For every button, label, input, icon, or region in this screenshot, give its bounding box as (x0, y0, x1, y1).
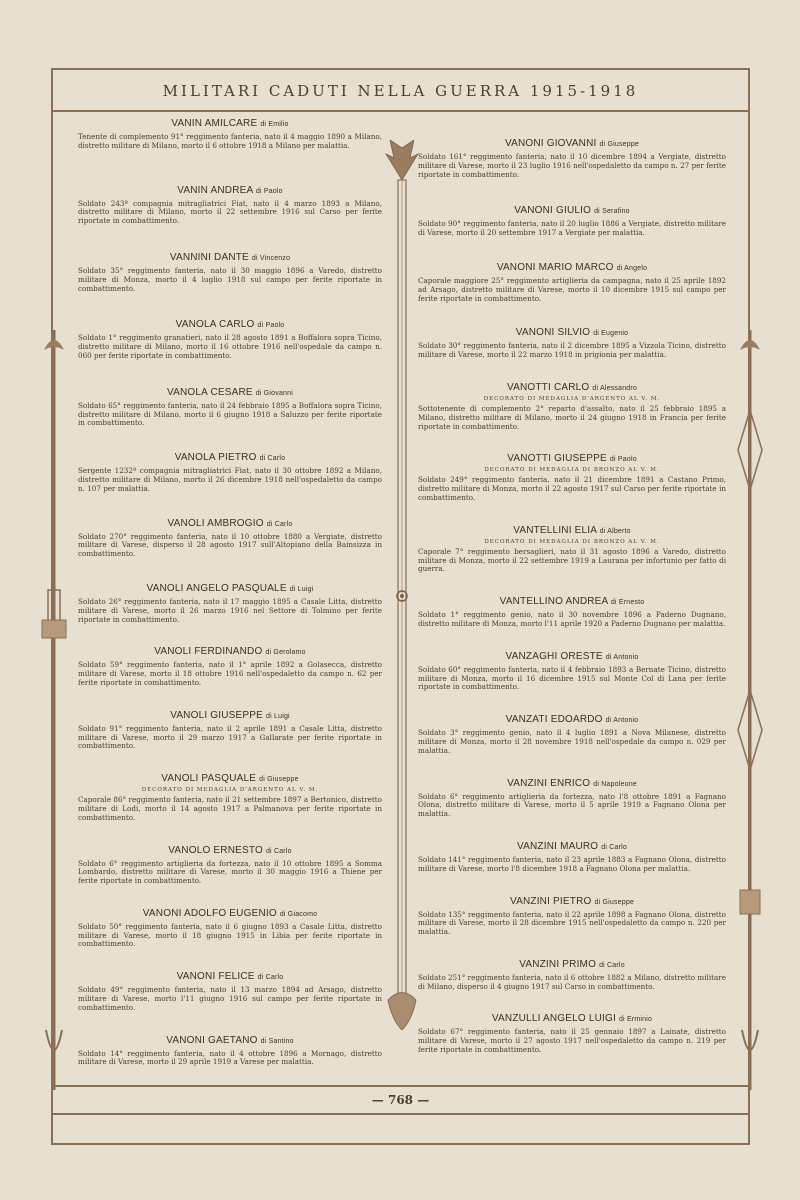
parent-name: di Luigi (289, 585, 314, 593)
entry (78, 118, 382, 151)
parent-name: di Erminio (618, 1016, 653, 1024)
entry-text: Caporale 86° reggimento fanteria, nato il 21 settembre 1897 a Bertonico, distretto militare di Lodi, morto il 14 agosto 1917 a Palmanova per ferite riportate in combattimento. (78, 795, 382, 822)
parent-name: di Carlo (601, 843, 628, 851)
entry (418, 896, 726, 937)
entry-text: Soldato 1° reggimento genio, nato il 30 novembre 1896 a Paderno Dugnano, distretto militare di Monza, morto l'11 aprile 1920 a Paderno Dugnano per malattia. (418, 610, 726, 628)
entry (78, 319, 382, 360)
parent-name: di Giacomo (279, 910, 318, 918)
entry (78, 387, 382, 428)
entry-text: Soldato 26° reggimento fanteria, nato il 17 maggio 1895 a Casale Litta, distretto militare di Varese, morto il 26 marzo 1916 nel Settore di Tolmino per ferite riportate in combattimento. (78, 596, 382, 624)
parent-name: di Paolo (255, 187, 283, 195)
soldier-name: VANONI GAETANO (166, 1034, 258, 1046)
parent-name: di Serafino (594, 208, 630, 216)
entry-name (418, 896, 726, 907)
entry (418, 205, 726, 238)
entry (418, 382, 726, 431)
entry (78, 971, 382, 1012)
soldier-name: VANIN AMILCARE (171, 118, 258, 129)
entry-name (418, 959, 726, 970)
entry-text: Soldato 135° reggimento fanteria, nato il 22 aprile 1898 a Fagnano Olona, distretto militare di Varese, morto il 28 dicembre 1915 nell'ospedaletto da campo n. 220 per malattia. (418, 909, 726, 937)
entry-name (418, 714, 726, 725)
entry-name (78, 971, 382, 982)
soldier-name: VANZATI EDOARDO (505, 714, 603, 726)
soldier-name: VANONI ADOLFO EUGENIO (142, 907, 277, 919)
parent-name: di Gerolamo (265, 649, 306, 657)
soldier-name: VANTELLINO ANDREA (499, 596, 608, 608)
soldier-name: VANZINI PIETRO (509, 895, 592, 907)
entry (78, 845, 382, 886)
entry (78, 1035, 382, 1068)
entry-text: Soldato 60° reggimento fanteria, nato il 4 febbraio 1893 a Bernate Ticino, distretto militare di Monza, morto il 16 dicembre 1915 sul Monte Col di Lana per ferite riportate in combattimento. (418, 664, 726, 692)
parent-name: di Giuseppe (594, 898, 635, 906)
entry-name (418, 651, 726, 662)
entry (78, 908, 382, 949)
entry-name (418, 262, 726, 273)
entry (78, 773, 382, 822)
entry-text: Soldato 35° reggimento fanteria, nato il 30 maggio 1896 a Varedo, distretto militare di Monza, morto il 4 luglio 1918 sul campo per ferite riportate in combattimento. (78, 265, 382, 293)
right-column (418, 138, 726, 1055)
parent-name: di Carlo (265, 847, 292, 855)
parent-name: di Emilio (260, 121, 289, 128)
entry-text: Soldato 270° reggimento fanteria, nato il 10 ottobre 1880 a Vergiate, distretto militare di Varese, disperso il 28 agosto 1917 sull'Altopiano della Bainsizza in combattimento. (78, 531, 382, 559)
soldier-name: VANZINI PRIMO (519, 958, 597, 970)
parent-name: di Ernesto (610, 599, 645, 607)
entry (418, 262, 726, 303)
soldier-name: VANOLA CESARE (167, 386, 253, 398)
entry-text: Soldato 141° reggimento fanteria, nato il 23 aprile 1883 a Fagnano Olona, distretto militare di Varese, morto l'8 dicembre 1918 a Fagnano Olona per malattia. (418, 854, 726, 873)
left-column-ornament (40, 330, 68, 1090)
entry (418, 651, 726, 692)
entry (418, 327, 726, 360)
entry-name (78, 908, 382, 919)
entry-text: Sergente 1232ª compagnia mitragliatrici Fiat, nato il 30 ottobre 1892 a Milano, distretto militare di Milano, morto il 26 dicembre 1918 nell'ospedaletto da campo n. 107 per malattia. (78, 466, 382, 493)
entry-text: Soldato 14° reggimento fanteria, nato il 4 ottobre 1896 a Mornago, distretto militare di Varese, morto il 29 aprile 1919 a Varese per malattia. (78, 1048, 382, 1067)
soldier-name: VANOLI FERDINANDO (154, 646, 263, 658)
entry-name (78, 710, 382, 721)
decoration-note: DECORATO DI MEDAGLIA DI BRONZO AL V. M. (484, 538, 660, 545)
entry-text: Soldato 251° reggimento fanteria, nato il 6 ottobre 1882 a Milano, distretto militare di Milano, disperso il 4 giugno 1917 sul Carso in combattimento. (418, 972, 726, 991)
entry-text: Soldato 6° reggimento artiglieria da fortezza, nato l'8 ottobre 1891 a Fagnano Olona, distretto militare di Varese, morto il 5 aprile 1919 a Fagnano Olona per malattia. (418, 791, 726, 819)
parent-name: di Giuseppe (259, 776, 299, 784)
soldier-name: VANONI SILVIO (515, 327, 591, 339)
title-band (51, 72, 750, 112)
soldier-name: VANONI MARIO MARCO (496, 261, 614, 273)
soldier-name: VANZAGHI ORESTE (505, 650, 603, 662)
decoration-note: DECORATO DI MEDAGLIA DI BRONZO AL V. M. (484, 467, 660, 474)
parent-name: di Antonio (605, 653, 639, 661)
soldier-name: VANNINI DANTE (169, 251, 249, 263)
entry (418, 138, 726, 179)
soldier-name: VANONI GIULIO (514, 205, 592, 217)
entry-text: Soldato 3° reggimento genio, nato il 4 luglio 1891 a Nova Milanese, distretto militare di Monza, morto il 28 novembre 1918 nell'ospedale da campo n. 029 per malattia. (418, 728, 726, 755)
parent-name: di Giovanni (255, 389, 293, 397)
parent-name: di Carlo (257, 974, 284, 982)
parent-name: di Angelo (616, 264, 648, 272)
entry-name (418, 382, 726, 393)
parent-name: di Carlo (599, 961, 625, 969)
entry-name (418, 1013, 726, 1024)
entry (78, 185, 382, 226)
entry-text: Soldato 50° reggimento fanteria, nato il 6 giugno 1893 a Casale Litta, distretto militare di Varese, morto il 18 giugno 1915 in Libia per ferite riportate in combattimento. (78, 921, 382, 949)
entry-text: Soldato 1° reggimento granatieri, nato il 28 agosto 1891 a Boffalora sopra Ticino, distretto militare di Milano, morto il 16 ottobre 1916 nell'ospedale da campo n. 060 per ferite riportate in combattimento. (78, 333, 382, 360)
parent-name: di Antonio (605, 717, 639, 725)
entry-text: Soldato 91° reggimento fanteria, nato il 2 aprile 1891 a Casale Litta, distretto militare di Varese, morto il 29 marzo 1917 a Gallarate per ferite riportate in combattimento. (78, 723, 382, 751)
entry-text: Caporale 7° reggimento bersaglieri, nato il 31 agosto 1896 a Varedo, distretto militare di Monza, morto il 22 settembre 1919 a Laurana per infortunio per fatto di guerra. (418, 546, 726, 574)
entry (418, 1013, 726, 1054)
entry-text: Caporale maggiore 25° reggimento artiglieria da campagna, nato il 25 aprile 1892 ad Arsago, distretto militare di Varese, morto il 10 dicembre 1915 sul campo per ferite riportate in combattimento. (418, 275, 726, 303)
entry-name (78, 185, 382, 196)
entry-name (78, 452, 382, 463)
entry (78, 518, 382, 559)
entry-name (78, 118, 382, 129)
entry (418, 596, 726, 629)
entry-name (78, 845, 382, 856)
center-staff-ornament (384, 140, 420, 1030)
soldier-name: VANOLI ANGELO PASQUALE (146, 582, 287, 594)
entry-text: Soldato 67° reggimento fanteria, nato il 25 gennaio 1897 a Lainate, distretto militare di Varese, morto il 27 agosto 1917 nell'ospedaletto da campo n. 219 per ferite riportate in combattimento. (418, 1027, 726, 1055)
entry-text: Soldato 243ª compagnia mitragliatrici Fiat, nato il 4 marzo 1893 a Milano, distretto militare di Milano, morto il 22 settembre 1916 sul Carso per ferite riportate in combattimento. (78, 198, 382, 226)
entry-name (418, 327, 726, 338)
soldier-name: VANONI FELICE (176, 971, 255, 983)
entry-text: Soldato 161° reggimento fanteria, nato il 10 dicembre 1894 a Vergiate, distretto militare di Varese, morto il 23 luglio 1916 nell'ospedaletto da campo n. 27 per ferite riportate in combattimento. (418, 152, 726, 179)
parent-name: di Vincenzo (251, 254, 291, 262)
entry-text: Sottotenente di complemento 2° reparto d'assalto, nato il 25 febbraio 1895 a Milano, distretto militare di Milano, morto il 24 giugno 1918 in Francia per ferite riportate in combattimento. (418, 403, 726, 431)
decoration-note: DECORATO DI MEDAGLIA D'ARGENTO AL V. M. (483, 395, 661, 402)
entry (418, 453, 726, 502)
entry (418, 525, 726, 574)
soldier-name: VANOTTI CARLO (506, 381, 590, 393)
parent-name: di Carlo (259, 455, 286, 463)
entry-text: Tenente di complemento 91° reggimento fanteria, nato il 4 maggio 1890 a Milano, distretto militare di Milano, morto il 6 ottobre 1918 a Milano per malattia. (78, 132, 382, 150)
entry (418, 778, 726, 819)
soldier-name: VANZINI ENRICO (507, 777, 591, 789)
entry-name (78, 646, 382, 657)
entry-name (418, 841, 726, 852)
parent-name: di Alessandro (592, 384, 638, 392)
entry-text: Soldato 249° reggimento fanteria, nato il 21 dicembre 1891 a Castano Primo, distretto militare di Monza, morto il 22 agosto 1917 sul Carso per ferite riportate in combattimento. (418, 475, 726, 502)
entry-text: Soldato 90° reggimento fanteria, nato il 20 luglio 1886 a Vergiate, distretto militare di Varese, morto il 20 settembre 1917 a Vergiate per malattia. (418, 219, 726, 238)
entry-name (78, 319, 382, 330)
parent-name: di Santino (260, 1037, 294, 1045)
right-column-ornament (736, 330, 764, 1090)
entry-name (418, 205, 726, 216)
entry-text: Soldato 6° reggimento artiglieria da fortezza, nato il 10 ottobre 1895 a Somma Lombardo, distretto militare di Varese, morto il 30 maggio 1916 a Thiene per ferite riportate in combattimento. (78, 858, 382, 886)
page-title: MILITARI CADUTI NELLA GUERRA 1915-1918 (162, 82, 639, 100)
soldier-name: VANOLI AMBROGIO (167, 517, 264, 529)
entry-name (418, 778, 726, 789)
entry (78, 583, 382, 624)
page-number: — 768 — (371, 1093, 430, 1107)
entry-name (78, 583, 382, 594)
soldier-name: VANOTTI GIUSEPPE (507, 453, 607, 465)
soldier-name: VANONI GIOVANNI (504, 138, 597, 149)
entry-name (418, 596, 726, 607)
entry-text: Soldato 59° reggimento fanteria, nato il 1° aprile 1892 a Golasecca, distretto militare di Varese, morto il 18 ottobre 1916 nell'ospedaletto da campo n. 62 per ferite riportate in combattimento. (78, 660, 382, 687)
parent-name: di Luigi (266, 712, 290, 720)
parent-name: di Paolo (609, 456, 637, 464)
parent-name: di Paolo (257, 322, 285, 330)
entry (418, 714, 726, 755)
entry-text: Soldato 30° reggimento fanteria, nato il 2 dicembre 1895 a Vizzola Ticino, distretto militare di Varese, morto il 22 marzo 1918 in prigionia per malattia. (418, 341, 726, 360)
entry-name (418, 525, 726, 536)
left-column (78, 118, 382, 1067)
entry (78, 710, 382, 751)
entry-name (78, 518, 382, 529)
entry-name (418, 453, 726, 464)
entry (78, 452, 382, 493)
entry (418, 959, 726, 992)
entry-name (78, 1035, 382, 1046)
entry (78, 646, 382, 687)
soldier-name: VANTELLINI ELIA (513, 524, 597, 536)
soldier-name: VANOLA PIETRO (174, 452, 257, 464)
soldier-name: VANIN ANDREA (177, 184, 253, 196)
entry-text: Soldato 49° reggimento fanteria, nato il 13 marzo 1894 ad Arsago, distretto militare di Varese, morto l'11 giugno 1916 sul campo per ferite riportate in combattimento. (78, 985, 382, 1012)
soldier-name: VANZULLI ANGELO LUIGI (491, 1013, 616, 1025)
entry-name (418, 138, 726, 149)
decoration-note: DECORATO DI MEDAGLIA D'ARGENTO AL V. M. (141, 787, 319, 794)
parent-name: di Giuseppe (599, 141, 640, 148)
parent-name: di Alberto (599, 527, 631, 535)
footer-band (51, 1085, 750, 1115)
soldier-name: VANOLO ERNESTO (168, 844, 263, 856)
entry-text: Soldato 65° reggimento fanteria, nato il 24 febbraio 1895 a Boffalora sopra Ticino, distretto militare di Milano, morto il 6 giugno 1918 a Saluzzo per ferite riportate in combattimento. (78, 400, 382, 428)
soldier-name: VANZINI MAURO (516, 840, 599, 852)
entry (418, 841, 726, 874)
soldier-name: VANOLI PASQUALE (161, 773, 257, 785)
parent-name: di Napoleone (593, 780, 637, 788)
parent-name: di Carlo (266, 520, 293, 528)
parent-name: di Eugenio (593, 330, 629, 338)
soldier-name: VANOLI GIUSEPPE (170, 709, 264, 721)
entry-name (78, 773, 382, 784)
entry (78, 252, 382, 293)
soldier-name: VANOLA CARLO (175, 319, 255, 331)
entry-name (78, 252, 382, 263)
entry-name (78, 387, 382, 398)
